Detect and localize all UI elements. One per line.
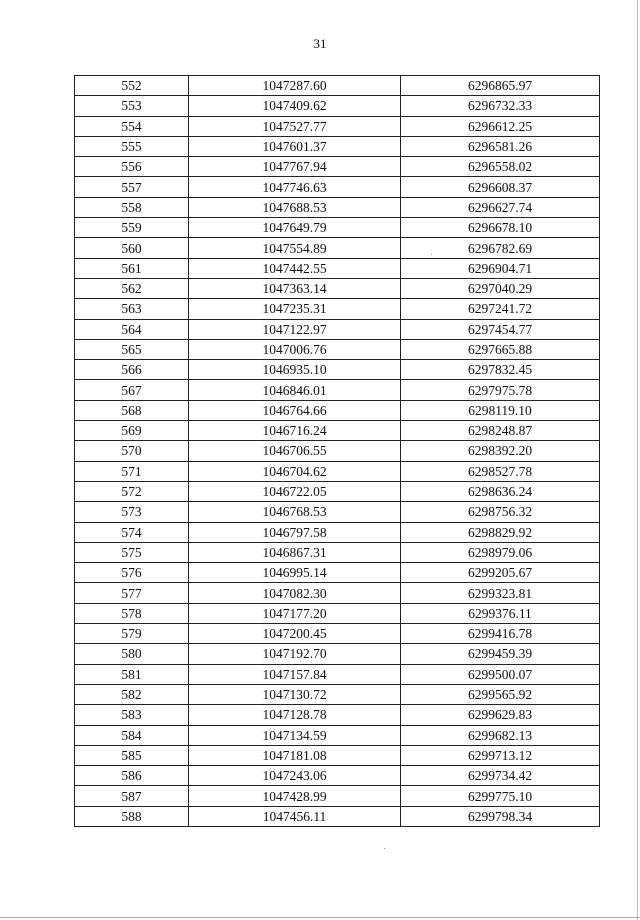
- y-coordinate-cell: 6299323.81: [401, 583, 600, 603]
- table-row: [75, 258, 600, 278]
- x-coordinate-cell: 1047177.20: [189, 603, 401, 623]
- point-number-cell: 555: [75, 136, 189, 156]
- table-row: [75, 96, 600, 116]
- table-row: [75, 421, 600, 441]
- point-number-cell: 584: [75, 725, 189, 745]
- x-coordinate-cell: 1046716.24: [189, 421, 401, 441]
- x-coordinate-cell: 1047746.63: [189, 177, 401, 197]
- point-number-cell: 558: [75, 197, 189, 217]
- y-coordinate-cell: 6297665.88: [401, 339, 600, 359]
- x-coordinate-cell: 1047157.84: [189, 664, 401, 684]
- table-row: [75, 177, 600, 197]
- point-number-cell: 582: [75, 684, 189, 704]
- y-coordinate-cell: 6298119.10: [401, 400, 600, 420]
- table-row: [75, 664, 600, 684]
- table-row: [75, 197, 600, 217]
- table-row: [75, 461, 600, 481]
- point-number-cell: 571: [75, 461, 189, 481]
- x-coordinate-cell: 1046704.62: [189, 461, 401, 481]
- x-coordinate-cell: 1047688.53: [189, 197, 401, 217]
- y-coordinate-cell: 6297975.78: [401, 380, 600, 400]
- x-coordinate-cell: 1047409.62: [189, 96, 401, 116]
- point-number-cell: 552: [75, 76, 189, 96]
- table-row: [75, 278, 600, 298]
- table-row: [75, 76, 600, 96]
- y-coordinate-cell: 6299565.92: [401, 684, 600, 704]
- x-coordinate-cell: 1047767.94: [189, 157, 401, 177]
- x-coordinate-cell: 1047363.14: [189, 278, 401, 298]
- table-row: [75, 583, 600, 603]
- point-number-cell: 581: [75, 664, 189, 684]
- point-number-cell: 560: [75, 238, 189, 258]
- x-coordinate-cell: 1047554.89: [189, 238, 401, 258]
- point-number-cell: 563: [75, 299, 189, 319]
- table-row: [75, 238, 600, 258]
- x-coordinate-cell: 1047601.37: [189, 136, 401, 156]
- x-coordinate-cell: 1047192.70: [189, 644, 401, 664]
- point-number-cell: 578: [75, 603, 189, 623]
- x-coordinate-cell: 1047006.76: [189, 339, 401, 359]
- table-row: [75, 786, 600, 806]
- table-row: [75, 684, 600, 704]
- table-row: [75, 542, 600, 562]
- scan-edge-right: [637, 0, 638, 920]
- point-number-cell: 573: [75, 502, 189, 522]
- x-coordinate-cell: 1047428.99: [189, 786, 401, 806]
- table-row: [75, 218, 600, 238]
- table-row: [75, 644, 600, 664]
- table-row: [75, 299, 600, 319]
- table-row: [75, 400, 600, 420]
- y-coordinate-cell: 6298829.92: [401, 522, 600, 542]
- table-row: [75, 522, 600, 542]
- x-coordinate-cell: 1046764.66: [189, 400, 401, 420]
- scan-speck: [431, 254, 432, 255]
- point-number-cell: 575: [75, 542, 189, 562]
- table-row: [75, 441, 600, 461]
- y-coordinate-cell: 6299682.13: [401, 725, 600, 745]
- point-number-cell: 566: [75, 360, 189, 380]
- point-number-cell: 569: [75, 421, 189, 441]
- table-row: [75, 502, 600, 522]
- y-coordinate-cell: 6299775.10: [401, 786, 600, 806]
- table-row: [75, 563, 600, 583]
- y-coordinate-cell: 6299205.67: [401, 563, 600, 583]
- point-number-cell: 564: [75, 319, 189, 339]
- table-row: [75, 603, 600, 623]
- x-coordinate-cell: 1047442.55: [189, 258, 401, 278]
- y-coordinate-cell: 6298979.06: [401, 542, 600, 562]
- y-coordinate-cell: 6296612.25: [401, 116, 600, 136]
- page-number: 31: [313, 36, 327, 51]
- point-number-cell: 553: [75, 96, 189, 116]
- y-coordinate-cell: 6298392.20: [401, 441, 600, 461]
- x-coordinate-cell: 1047134.59: [189, 725, 401, 745]
- y-coordinate-cell: 6298248.87: [401, 421, 600, 441]
- y-coordinate-cell: 6299416.78: [401, 624, 600, 644]
- point-number-cell: 570: [75, 441, 189, 461]
- y-coordinate-cell: 6297832.45: [401, 360, 600, 380]
- x-coordinate-cell: 1047527.77: [189, 116, 401, 136]
- y-coordinate-cell: 6296865.97: [401, 76, 600, 96]
- x-coordinate-cell: 1047082.30: [189, 583, 401, 603]
- table-row: [75, 705, 600, 725]
- y-coordinate-cell: 6296904.71: [401, 258, 600, 278]
- y-coordinate-cell: 6299500.07: [401, 664, 600, 684]
- y-coordinate-cell: 6298527.78: [401, 461, 600, 481]
- scan-speck: [384, 848, 385, 849]
- y-coordinate-cell: 6296782.69: [401, 238, 600, 258]
- x-coordinate-cell: 1046797.58: [189, 522, 401, 542]
- point-number-cell: 588: [75, 806, 189, 826]
- point-number-cell: 562: [75, 278, 189, 298]
- point-number-cell: 557: [75, 177, 189, 197]
- x-coordinate-cell: 1046935.10: [189, 360, 401, 380]
- coordinate-table-body: [75, 76, 600, 827]
- table-row: [75, 725, 600, 745]
- y-coordinate-cell: 6297241.72: [401, 299, 600, 319]
- table-row: [75, 157, 600, 177]
- y-coordinate-cell: 6299629.83: [401, 705, 600, 725]
- y-coordinate-cell: 6299798.34: [401, 806, 600, 826]
- y-coordinate-cell: 6297040.29: [401, 278, 600, 298]
- x-coordinate-cell: 1047243.06: [189, 766, 401, 786]
- scan-edge-bottom: [0, 917, 640, 918]
- x-coordinate-cell: 1047181.08: [189, 745, 401, 765]
- table-row: [75, 624, 600, 644]
- x-coordinate-cell: 1047235.31: [189, 299, 401, 319]
- x-coordinate-cell: 1047130.72: [189, 684, 401, 704]
- point-number-cell: 579: [75, 624, 189, 644]
- point-number-cell: 567: [75, 380, 189, 400]
- y-coordinate-cell: 6296608.37: [401, 177, 600, 197]
- point-number-cell: 565: [75, 339, 189, 359]
- x-coordinate-cell: 1046995.14: [189, 563, 401, 583]
- table-row: [75, 339, 600, 359]
- point-number-cell: 577: [75, 583, 189, 603]
- point-number-cell: 561: [75, 258, 189, 278]
- y-coordinate-cell: 6299713.12: [401, 745, 600, 765]
- table-row: [75, 745, 600, 765]
- point-number-cell: 586: [75, 766, 189, 786]
- y-coordinate-cell: 6296581.26: [401, 136, 600, 156]
- table-row: [75, 136, 600, 156]
- y-coordinate-cell: 6298756.32: [401, 502, 600, 522]
- y-coordinate-cell: 6298636.24: [401, 481, 600, 501]
- table-row: [75, 806, 600, 826]
- table-row: [75, 319, 600, 339]
- point-number-cell: 576: [75, 563, 189, 583]
- y-coordinate-cell: 6296732.33: [401, 96, 600, 116]
- point-number-cell: 587: [75, 786, 189, 806]
- coordinate-table: [74, 75, 600, 827]
- y-coordinate-cell: 6299376.11: [401, 603, 600, 623]
- x-coordinate-cell: 1046722.05: [189, 481, 401, 501]
- table-row: [75, 481, 600, 501]
- table-row: [75, 380, 600, 400]
- x-coordinate-cell: 1047200.45: [189, 624, 401, 644]
- x-coordinate-cell: 1047649.79: [189, 218, 401, 238]
- point-number-cell: 585: [75, 745, 189, 765]
- x-coordinate-cell: 1046706.55: [189, 441, 401, 461]
- y-coordinate-cell: 6299459.39: [401, 644, 600, 664]
- y-coordinate-cell: 6296558.02: [401, 157, 600, 177]
- x-coordinate-cell: 1047287.60: [189, 76, 401, 96]
- point-number-cell: 572: [75, 481, 189, 501]
- point-number-cell: 580: [75, 644, 189, 664]
- x-coordinate-cell: 1046867.31: [189, 542, 401, 562]
- x-coordinate-cell: 1046768.53: [189, 502, 401, 522]
- x-coordinate-cell: 1047456.11: [189, 806, 401, 826]
- point-number-cell: 559: [75, 218, 189, 238]
- point-number-cell: 556: [75, 157, 189, 177]
- y-coordinate-cell: 6299734.42: [401, 766, 600, 786]
- point-number-cell: 568: [75, 400, 189, 420]
- point-number-cell: 583: [75, 705, 189, 725]
- point-number-cell: 554: [75, 116, 189, 136]
- y-coordinate-cell: 6296678.10: [401, 218, 600, 238]
- table-row: [75, 360, 600, 380]
- table-row: [75, 766, 600, 786]
- x-coordinate-cell: 1047128.78: [189, 705, 401, 725]
- y-coordinate-cell: 6296627.74: [401, 197, 600, 217]
- point-number-cell: 574: [75, 522, 189, 542]
- x-coordinate-cell: 1047122.97: [189, 319, 401, 339]
- y-coordinate-cell: 6297454.77: [401, 319, 600, 339]
- table-row: [75, 116, 600, 136]
- x-coordinate-cell: 1046846.01: [189, 380, 401, 400]
